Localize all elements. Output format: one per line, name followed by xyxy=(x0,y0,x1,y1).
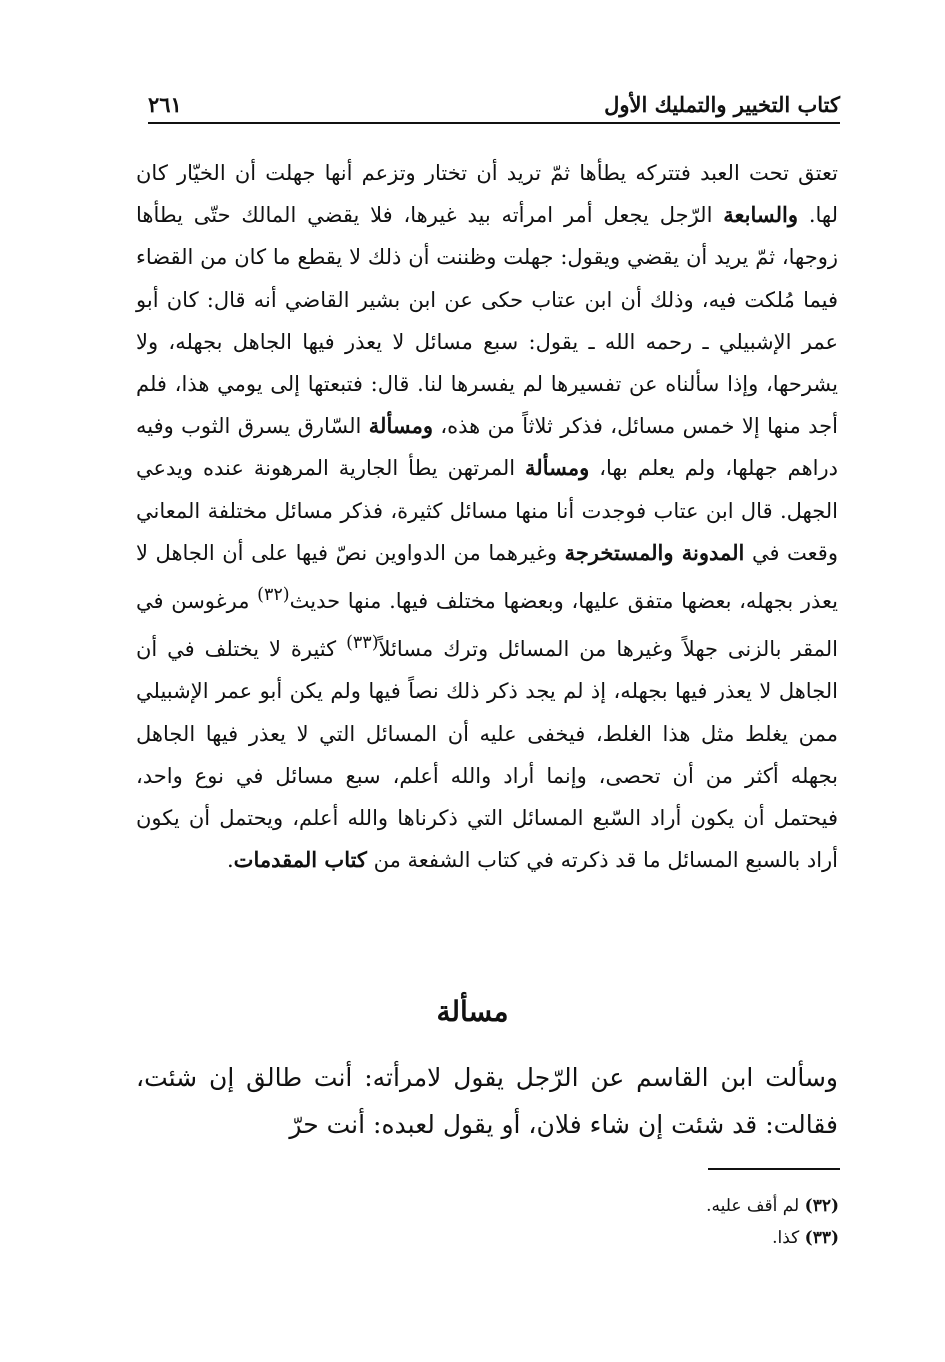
text-run: السّارق يسرق الثوب وفيه دراهم جهلها، ولم يعلم بها، xyxy=(136,414,838,481)
text-run: الرّجل يجعل أمر امرأته بيد غيرها، فلا يقضي المالك حتّى يطأها زوجها، ثمّ يريد أن يقضي ويقول: جهلت وظننت أن ذلك لا يقطع ما كان من القضاء فيما مُلكت فيه، وذلك أن ابن عتاب حكى عن ابن بشير القاضي أنه قال: كان أبو عمر الإشبيلي ـ رحمه الله ـ يقول: سبع مسائل لا يعذر فيها الجاهل بجهله، ولا يشرحها، وإذا سألناه عن تفسيرها لم يفسرها لنا. قال: فتبعتها إلى يومي هذا، فلم أجد منها إلا خمس مسائل، فذكر ثلاثاً من هذه، xyxy=(136,203,838,439)
running-head xyxy=(148,86,840,120)
text-run: . xyxy=(226,848,234,873)
bold-book-title: المدونة والمستخرجة xyxy=(564,539,745,565)
text-run: كثيرة لا يختلف في أن الجاهل لا يعذر فيها بجهله، إذ لم يجد ذكر ذلك نصاً فيها ولم يكن أبو عمر الإشبيلي ممن يغلط مثل هذا الغلط، فيخفى عليه أن المسائل التي لا يعذر فيها الجاهل بجهله أكثر من أن تحصى، وإنما أراد والله أعلم، سبع مسائل في نوع واحد، فيحتمل أن يكون أراد السّبع المسائل التي ذكرناها والله أعلم، ويحتمل أن يكون أراد بالسبع المسائل ما قد ذكرته في كتاب الشفعة من xyxy=(136,637,838,873)
footnote-33 xyxy=(439,1222,839,1254)
section-title: مسألة xyxy=(436,995,509,1028)
footnote-rule xyxy=(708,1168,840,1170)
text-run: مرغوسن في المقر بالزنى جهلاً وغيرها من المسائل وترك مسائلاً xyxy=(136,589,838,662)
text-run: تعتق تحت العبد فتتركه يطأها ثمّ تريد أن تختار وتزعم أنها جهلت أن الخيّار كان لها. xyxy=(136,161,838,228)
book-title: كتاب التخيير والتمليك الأول xyxy=(604,92,840,117)
footnote-text: لم أقف عليه. xyxy=(706,1196,800,1216)
header-rule xyxy=(148,122,840,124)
footnote-number: (٣٣) xyxy=(804,1228,839,1248)
footnote-ref-33: (٣٣) xyxy=(346,633,379,654)
bold-book-title: كتاب المقدمات xyxy=(233,847,367,873)
footnotes xyxy=(439,1190,839,1254)
page-number: ٢٦١ xyxy=(148,92,182,117)
footnote-text: كذا. xyxy=(772,1228,800,1248)
question-paragraph: وسألت ابن القاسم عن الرّجل يقول لامرأته: أنت طالق إن شئت، فقالت: قد شئت إن شاء فلان، أو يقول لعبده: أنت حرّ xyxy=(136,1063,838,1139)
text-run: المرتهن يطأ الجارية المرهونة عنده ويدعي الجهل. قال ابن عتاب فوجدت أنا منها مسائل كثيرة، فذكر مسائل مختلفة المعاني وقعت في xyxy=(136,456,838,565)
footnote-number: (٣٢) xyxy=(804,1196,839,1216)
bold-term: والسابعة xyxy=(723,202,798,228)
footnote-ref-32: (٣٢) xyxy=(257,585,290,606)
main-paragraph xyxy=(136,152,838,881)
footnote-32 xyxy=(439,1190,839,1222)
bold-term: ومسألة xyxy=(368,413,433,439)
text-run: وغيرهما من الدواوين نصّ فيها على أن الجاهل لا يعذر بجهله، بعضها متفق عليها، وبعضها مختلف فيها. منها حديث xyxy=(136,540,838,614)
bold-term: ومسألة xyxy=(525,455,590,481)
